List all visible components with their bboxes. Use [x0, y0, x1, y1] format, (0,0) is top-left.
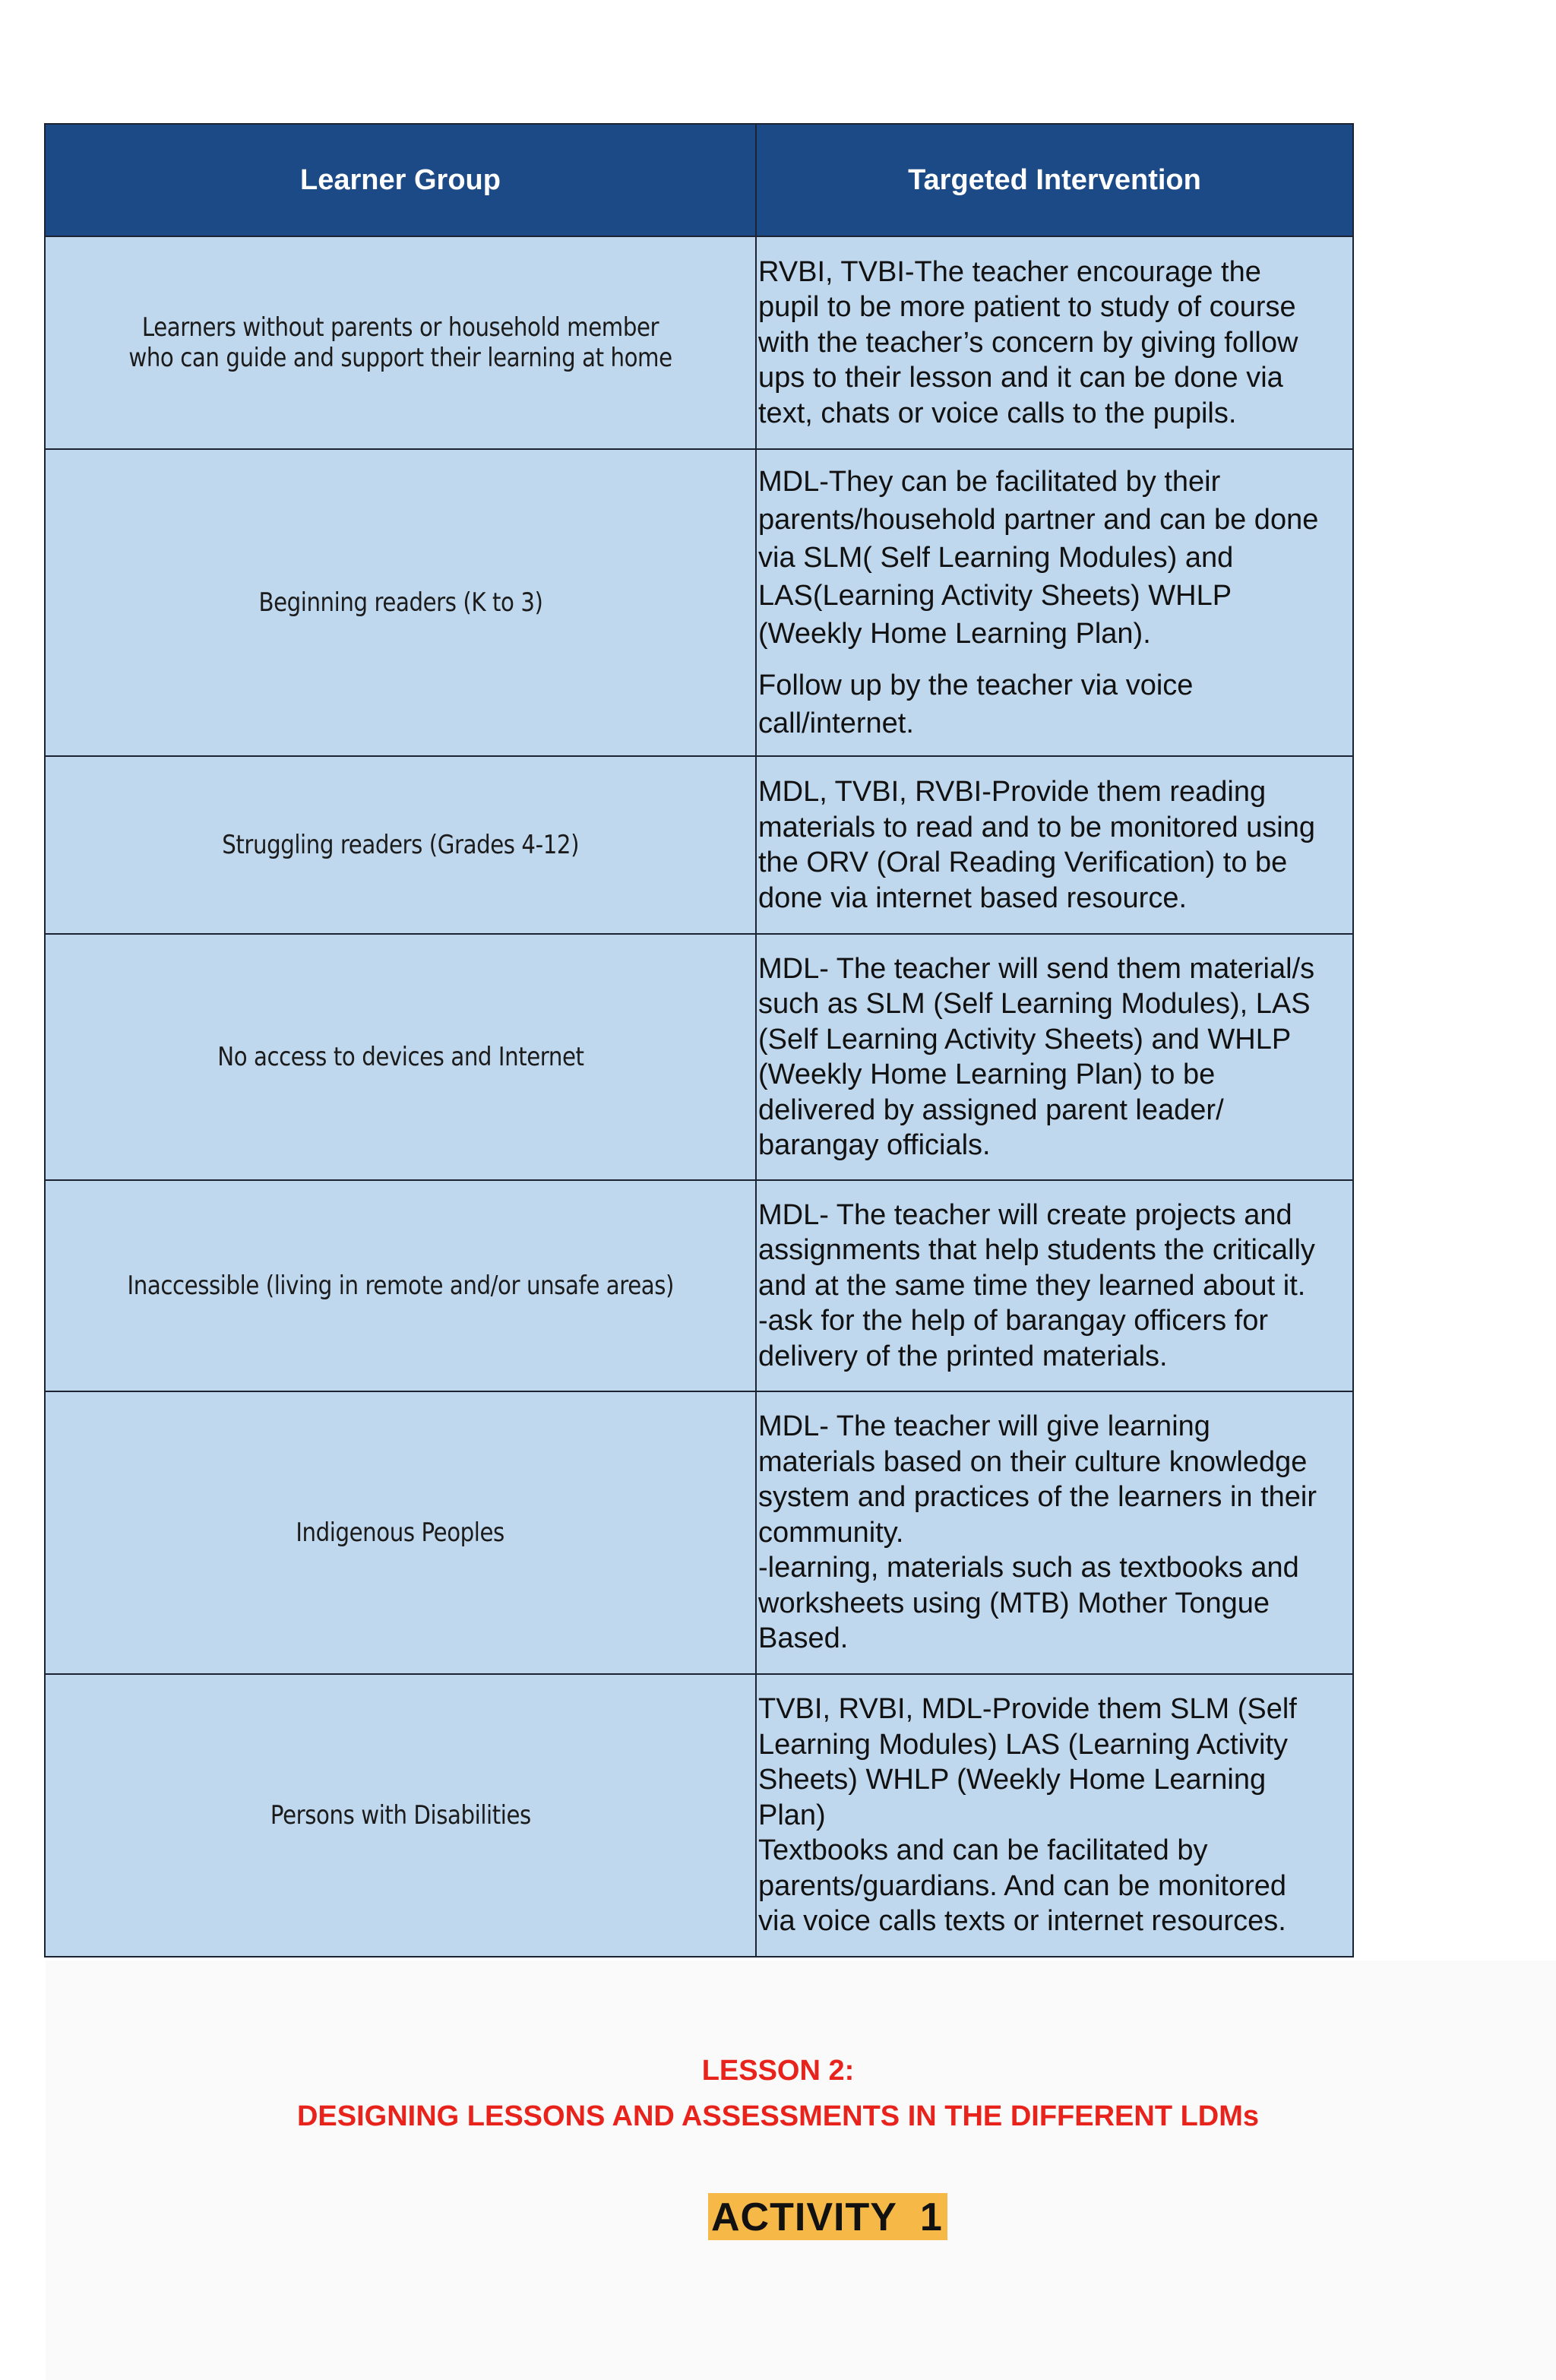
- learner-group-cell: [45, 756, 756, 934]
- intervention-text: MDL- The teacher will create projects and assignments that help students the critically and at the same time they learned about it. -ask for the help of barangay officers for delivery of the printed materials.: [758, 1198, 1315, 1372]
- intervention-cell: [756, 1180, 1353, 1391]
- learner-group-text: Struggling readers (Grades 4-12): [222, 830, 579, 860]
- column-header-targeted-intervention: Targeted Intervention: [756, 124, 1353, 236]
- learner-group-text: Inaccessible (living in remote and/or unsafe areas): [127, 1271, 674, 1301]
- table-row: [45, 1391, 1353, 1674]
- intervention-text: TVBI, RVBI, MDL-Provide them SLM (Self Learning Modules) LAS (Learning Activity Sheets) WHLP (Weekly Home Learning Plan) Textbooks and can be facilitated by parents/guardians. And can be monitored via voice calls texts or internet resources.: [758, 1693, 1297, 1938]
- intervention-text: RVBI, TVBI-The teacher encourage the pupil to be more patient to study of course with the teacher’s concern by giving follow ups to their lesson and it can be done via text, chats or voice calls to the pupils.: [758, 255, 1298, 429]
- intervention-cell: [756, 1391, 1353, 1674]
- activity-label: ACTIVITY 1: [708, 2193, 947, 2240]
- intervention-cell: [756, 1674, 1353, 1957]
- intervention-followup-text: Follow up by the teacher via voice call/internet.: [758, 669, 1194, 739]
- learner-group-text: Persons with Disabilities: [270, 1800, 531, 1831]
- learner-intervention-table: [44, 123, 1354, 1957]
- intervention-text: MDL, TVBI, RVBI-Provide them reading materials to read and to be monitored using the ORV (Oral Reading Verification) to be done via internet based resource.: [758, 776, 1315, 914]
- lesson-number: LESSON 2:: [701, 2055, 855, 2087]
- activity-heading: [708, 2193, 947, 2240]
- learner-group-text: No access to devices and Internet: [217, 1042, 584, 1072]
- page-bottom-tint: [46, 1961, 1556, 2380]
- lesson-title: DESIGNING LESSONS AND ASSESSMENTS IN THE DIFFERENT LDMs: [296, 2100, 1260, 2132]
- table-row: [45, 756, 1353, 934]
- intervention-text: MDL- The teacher will send them material/s such as SLM (Self Learning Modules), LAS (Self Learning Activity Sheets) and WHLP (Weekly Home Learning Plan) to be delivered by assigned parent leader/ barangay officials.: [758, 952, 1315, 1161]
- learner-group-cell: [45, 1674, 756, 1957]
- table-row: [45, 1674, 1353, 1957]
- learner-group-text: Learners without parents or household member who can guide and support their learning at home: [128, 312, 672, 373]
- table-row: [45, 934, 1353, 1180]
- learner-group-cell: [45, 934, 756, 1180]
- intervention-cell: [756, 756, 1353, 934]
- intervention-cell: [756, 934, 1353, 1180]
- intervention-cell: [756, 236, 1353, 449]
- learner-group-cell: [45, 236, 756, 449]
- intervention-text: MDL- The teacher will give learning materials based on their culture knowledge system and practices of the learners in their community. -learning, materials such as textbooks and worksheets using (MTB) Mother Tongue Based.: [758, 1410, 1317, 1655]
- table-row: [45, 449, 1353, 756]
- table-header-row: [45, 124, 1353, 236]
- learner-group-cell: [45, 1391, 756, 1674]
- learner-group-cell: [45, 449, 756, 756]
- table-row: [45, 236, 1353, 449]
- table-row: [45, 1180, 1353, 1391]
- learner-group-text: Indigenous Peoples: [296, 1518, 505, 1548]
- learner-group-text: Beginning readers (K to 3): [258, 587, 543, 618]
- intervention-text: MDL-They can be facilitated by their parents/household partner and can be done via SLM( Self Learning Modules) and LAS(Learning Activity Sheets) WHLP (Weekly Home Learning Plan).: [758, 466, 1319, 650]
- column-header-learner-group: Learner Group: [45, 124, 756, 236]
- learner-group-cell: [45, 1180, 756, 1391]
- intervention-cell: [756, 449, 1353, 756]
